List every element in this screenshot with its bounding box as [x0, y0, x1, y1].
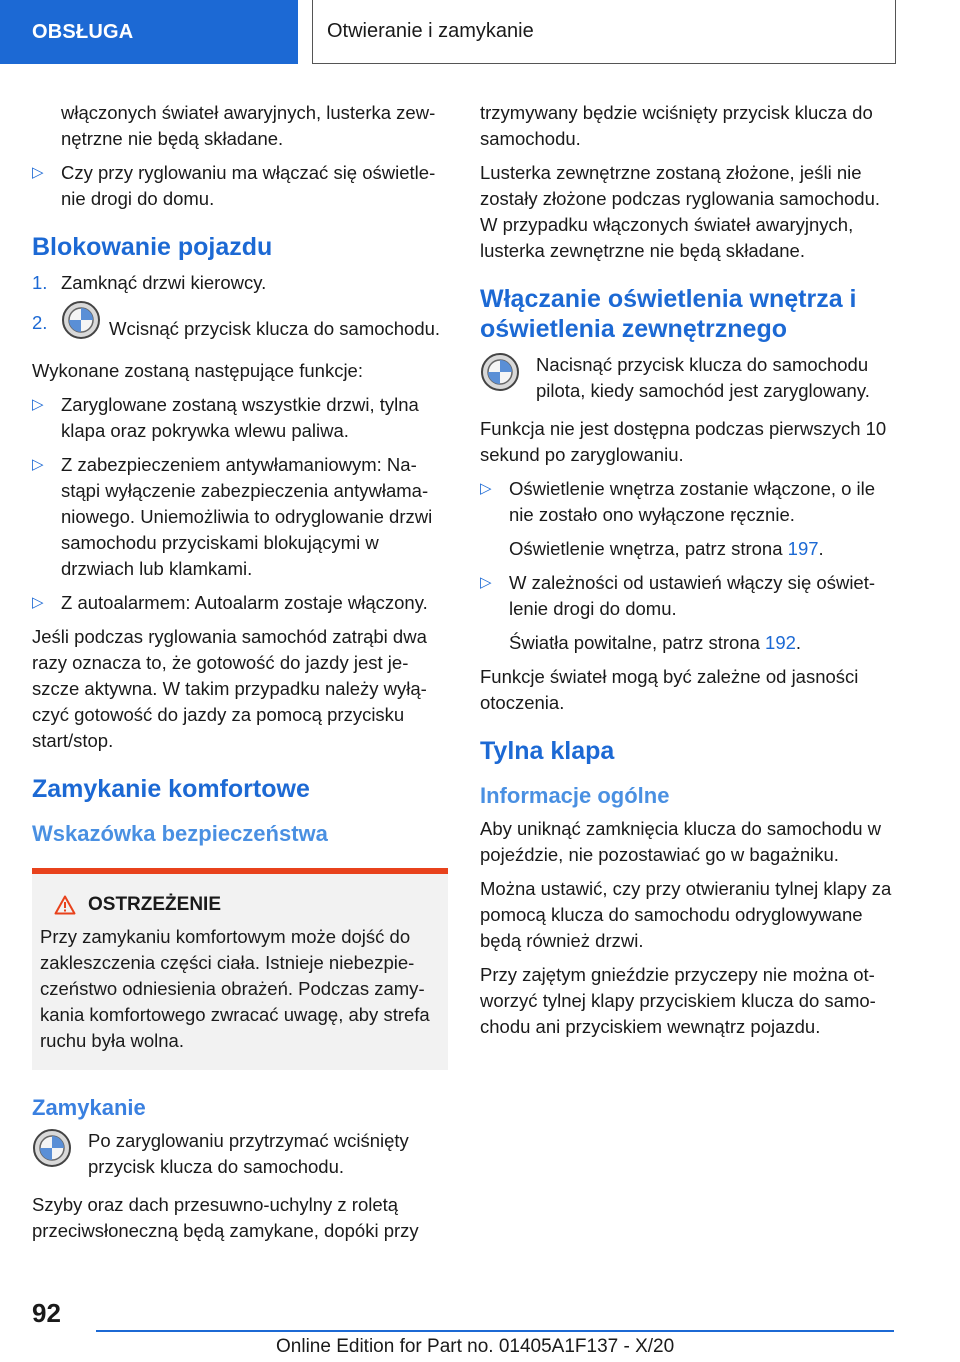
list-item [32, 452, 448, 582]
general-paragraph: Można ustawić, czy przy otwieraniu tylnej klapy za pomocą klucza do samochodu odryglowywane będą również drzwi. [480, 878, 892, 951]
chapter-title: Otwieranie i zamykanie [327, 20, 534, 42]
step-item [32, 270, 448, 296]
page-link[interactable]: 192 [765, 632, 796, 653]
key-instruction [32, 1128, 448, 1180]
step-text: Wcisnąć przycisk klucza do samochodu. [109, 317, 441, 339]
page-link[interactable]: 197 [787, 538, 819, 559]
step-number: 2. [32, 312, 48, 333]
light-paragraph: Funkcja nie jest dostępna podczas pierwszych 10 sekund po zaryglowaniu. [480, 418, 887, 465]
light-dependency: Funkcje świateł mogą być zależne od jasności otoczenia. [480, 666, 859, 713]
heading-lock-vehicle: Blokowanie pojazdu [32, 233, 273, 261]
continued-paragraph: trzymywany będzie wciśnięty przycisk klucza do samochodu. [480, 102, 873, 149]
key-lock-button-icon [32, 1128, 72, 1168]
cross-reference: Światła powitalne, patrz strona 192. [509, 632, 802, 653]
step-number: 1. [32, 272, 48, 293]
functions-intro: Wykonane zostaną następujące funkcje: [32, 360, 363, 381]
heading-safety-note: Wskazówka bezpieczeństwa [32, 821, 328, 846]
cross-reference: Oświetlenie wnętrza, patrz strona 197. [509, 538, 824, 559]
footer-edition: Online Edition for Part no. 01405A1F137 - X/20 [276, 1336, 675, 1357]
list-item [32, 590, 448, 616]
general-paragraph: Przy zajętym gnieździe przyczepy nie można otworzyć tylnej klapy przyciskiem klucza do samochodu ani przyciskiem wewnątrz pojazdu. [480, 964, 876, 1037]
list-item-text: Oświetlenie wnętrza zostanie włączone, o ile nie zostało ono wyłączone ręcznie. [509, 478, 876, 525]
key-lock-button-icon [480, 352, 520, 392]
left-column [32, 100, 448, 1252]
key-lock-button-icon [61, 300, 101, 340]
horn-paragraph: Jeśli podczas ryglowania samochód zatrąbi dwa razy oznacza to, że gotowość do jazdy jest jeszcze aktywna. W takim przypadku należy wyłączyć gotowość do jazdy za pomocą przycisku start/stop. [32, 626, 427, 751]
heading-closing: Zamykanie [32, 1095, 146, 1120]
right-column [480, 100, 892, 1048]
heading-lighting: Włączanie oświetlenia wnętrza i oświetlenia zewnętrznego [480, 285, 857, 343]
list-item [32, 392, 448, 444]
triangle-bullet-icon: ▷ [32, 456, 44, 473]
general-paragraph: Aby uniknąć zamknięcia klucza do samochodu w pojeździe, nie pozostawiać go w bagażniku. [480, 818, 882, 865]
warning-triangle-icon [54, 895, 76, 915]
continued-text: włączonych świateł awaryjnych, lusterka zewnętrzne nie będą składane. [61, 102, 436, 149]
triangle-bullet-icon: ▷ [32, 396, 44, 413]
page-number: 92 [32, 1298, 61, 1328]
cross-reference-text: Światła powitalne, patrz strona [509, 632, 766, 653]
warning-box [32, 868, 448, 1070]
closing-paragraph: Szyby oraz dach przesuwno-uchylny z roletą przeciwsłoneczną będą zamykane, dopóki przy [32, 1194, 419, 1241]
step-text: Zamknąć drzwi kierowcy. [61, 272, 267, 293]
warning-title-text: OSTRZEŻENIE [88, 894, 222, 915]
section-tab [0, 0, 298, 64]
list-item-text: Z zabezpieczeniem antywłamaniowym: Nastąpi wyłączenie zabezpieczenia antywłamaniowego. Uniemożliwia to odryglowanie drzwi samochodu przyciskami blokującymi w drzwiach lub klamkami. [61, 454, 433, 579]
mirrors-paragraph: Lusterka zewnętrzne zostaną złożone, jeśli nie zostały złożone podczas ryglowania samochodu. W przypadku włączonych świateł awaryjnych, lusterka zewnętrzne nie będą składane. [480, 162, 881, 261]
heading-general-info: Informacje ogólne [480, 783, 670, 808]
triangle-bullet-icon: ▷ [32, 594, 44, 611]
chapter-tab [312, 0, 896, 64]
footer-divider [96, 1330, 894, 1332]
list-item-text: Czy przy ryglowaniu ma włączać się oświetlenie drogi do domu. [61, 162, 436, 209]
warning-title [40, 892, 438, 918]
key-instruction-text: Nacisnąć przycisk klucza do samochodu pilota, kiedy samochód jest zaryglowany. [536, 354, 870, 401]
warning-text: Przy zamykaniu komfortowym może dojść do zakleszczenia części ciała. Istnieje niebezpieczeństwo odniesienia obrażeń. Podczas zamykania komfortowego zwracać uwagę, aby strefa ruchu była wolna. [40, 926, 430, 1051]
triangle-bullet-icon: ▷ [480, 574, 492, 591]
section-title: OBSŁUGA [32, 20, 134, 43]
key-instruction-text: Po zaryglowaniu przytrzymać wciśnięty przycisk klucza do samochodu. [88, 1130, 409, 1177]
cross-reference-text: Oświetlenie wnętrza, patrz strona [509, 538, 788, 559]
list-item-text: W zależności od ustawień włączy się oświetlenie drogi do domu. [509, 572, 876, 619]
list-item-text: Zaryglowane zostaną wszystkie drzwi, tylna klapa oraz pokrywka wlewu paliwa. [61, 394, 419, 441]
key-instruction [480, 352, 892, 404]
list-item [32, 160, 448, 212]
heading-tailgate: Tylna klapa [480, 737, 615, 765]
heading-comfort-closing: Zamykanie komfortowe [32, 775, 310, 803]
triangle-bullet-icon: ▷ [32, 164, 44, 181]
list-item-text: Z autoalarmem: Autoalarm zostaje włączony. [61, 592, 428, 613]
step-item [32, 310, 448, 350]
list-item [480, 570, 892, 622]
list-item [480, 476, 892, 528]
triangle-bullet-icon: ▷ [480, 480, 492, 497]
